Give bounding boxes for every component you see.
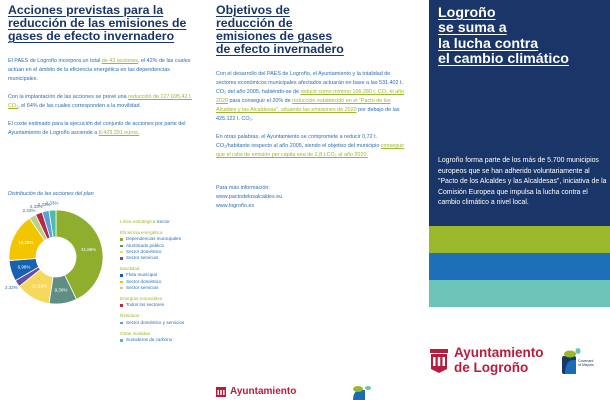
legend-item: Flota municipal [120,272,184,278]
donut-label: 11,63% [31,283,47,289]
donut-label: 2,33% [29,204,43,210]
link-logrono[interactable]: www.logroño.es [216,203,255,209]
actions-heading: Acciones previstas para la reducción de las emisiones de gases de efecto invernadero [8,3,187,43]
stripe-teal [429,280,610,307]
legend-item: Sector doméstico [120,249,184,255]
objectives-body [216,70,406,160]
legend-swatch-icon [120,238,123,241]
ayuntamiento-line1: Ayuntamiento [454,345,544,360]
objectives-paragraph: En otras palabras, el Ayuntamiento se compromete a reducir 0,72 t. CO₂/habitante respecto al año 2005, siendo el objetivo del municipio conseguir que el ratio de emisión per cápita sea de 2,8 t.CO₂ al año 2020. [216,134,405,158]
ayuntamiento-logo [430,346,544,375]
donut-label: 2,33% [22,207,36,213]
legend-item: Sector doméstico y servicios [120,320,184,326]
legend-swatch-icon [120,322,123,325]
ayuntamiento-line2: de Logroño [454,359,529,375]
donut-chart [0,197,112,322]
panel-title: Logroño se suma a la lucha contra el cambio climático [438,5,569,68]
covenant-logo-small-icon [349,384,375,400]
stripe-green [429,226,610,253]
chart-legend [120,219,184,343]
highlight-text: 8.423.291 euros. [98,130,140,136]
objectives-heading: Objetivos de reducción de emisiones de gases de efecto invernadero [216,3,344,56]
panel-body: Logroño forma parte de los más de 5.700 municipios europeos que se han adherido voluntariamente al "Pacto de los Alcaldes y las Alcaldesas", iniciativa de la Comisión Europea que impulsa la lucha contra el cambio climático a nivel local. [438,157,607,206]
legend-item: Sector doméstico [120,279,184,285]
legend-group-title: Residuos [120,313,140,319]
donut-label: 6,98% [17,264,31,270]
legend-item: Sumideros de carbono [120,337,184,343]
highlight-text: conseguir que el ratio de emisión per cápita sea de 2,8 t.CO₂ al año 2020. [216,143,405,158]
crest-icon [430,349,448,373]
ayuntamiento-logo-small [216,386,296,397]
chart-title: Distribución de las acciones del plan [8,191,94,197]
legend-item: Sector servicios [120,285,184,291]
legend-swatch-icon [120,287,123,290]
legend-item: Alumbrado público [120,243,184,249]
donut-label: 2,33% [5,284,18,290]
legend-swatch-icon [120,281,123,284]
crest-icon [216,387,226,397]
stripe-blue [429,253,610,280]
legend-swatch-icon [120,304,123,307]
legend-swatch-icon [120,339,123,342]
more-info [216,184,406,211]
column-objectives [216,0,406,211]
legend-item: Sector servicios [120,255,184,261]
donut-label: 2,33% [37,201,51,207]
donut-label: 2,33% [45,200,59,206]
actions-paragraph: Con la implantación de las acciones se prevé una reducción de 127.695,42 t. CO₂, el 64% de las cuales corresponden a la movilidad. [8,94,193,109]
legend-group-title: Movilidad [120,266,140,272]
highlight-text: de 43 acciones [101,58,138,64]
legend-header: Línea estratégica Sector [120,219,170,224]
legend-swatch-icon [120,251,123,254]
more-info-label: Para más información: [216,185,270,191]
legend-item: Dependencias municipales [120,236,184,242]
legend-item: Todos los sectores [120,302,184,308]
actions-paragraph: El coste estimado para la ejecución del conjunto de acciones por parte del Ayuntamiento de Logroño asciende a 8.423.291 euros. [8,121,186,136]
legend-swatch-icon [120,245,123,248]
link-pacto[interactable]: www.pactodelosalcaldes.eu [216,194,283,200]
donut-label: 9,30% [54,287,68,293]
legend-swatch-icon [120,257,123,260]
highlight-text: reducir como mínimo 106.280 t. CO₂ el año 2020 [216,89,405,104]
actions-paragraph: El PAES de Logroño incorpora un total de 43 acciones, el 42% de las cuales actúan en el ámbito de la eficiencia energética en las dependencias municipales. [8,58,191,82]
highlight-text: reducción de 127.695,42 t. CO₂ [8,94,193,109]
objectives-paragraph: Con el desarrollo del PAES de Logroño, el Ayuntamiento y la totalidad de sectores económicos municipales afectados actuarán en base a las 531.402 t. CO₂ del año 2005, habiéndo-se de reducir como mínimo 106.280 t. CO₂ el año 2020 para conseguir el 20% de reducción establecido en el "Pacto de los Alcaldes y las Alcaldesas", situando las emisiones de 2020 por debajo de las 425.122 t. CO₂. [216,71,405,122]
donut-label: 16,28% [18,239,34,245]
legend-group-title: Eficiencia energética [120,230,163,236]
legend-group-title: Energías renovables [120,296,163,302]
highlight-text: reducción establecido en el "Pacto de los Alcaldes y las Alcaldesas", situando las emisiones de 2020 [216,98,391,113]
donut-label: 41,86% [81,247,97,253]
covenant-text: Covenant of Mayors [578,359,594,368]
legend-swatch-icon [120,274,123,277]
actions-body [8,57,193,138]
ayuntamiento-small-text: Ayuntamiento [230,386,297,397]
column-actions [8,0,193,147]
legend-group-title: Otras medidas [120,330,150,336]
